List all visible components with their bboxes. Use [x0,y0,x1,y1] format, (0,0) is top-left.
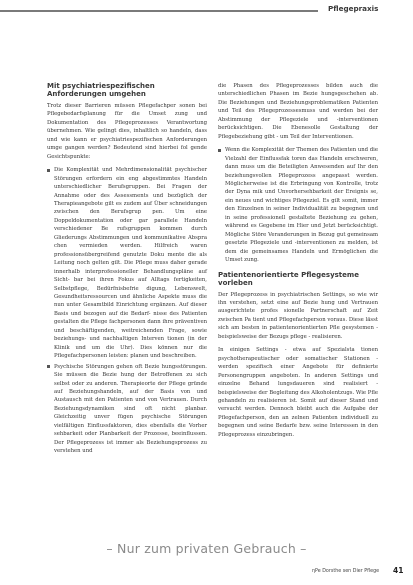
section-label: Pflegepraxis [328,4,379,13]
section-heading-psychiatric [47,82,207,98]
heading-line-2: vorleben [218,278,253,287]
body-paragraph: In einigen Settings - etwa auf Spezialsta tionen psychotherapeutischer oder somatischer Stationen - werden spezifisch einer Angebote für definierte Personengruppen angeboten. In anderen Settings und einzelne Behand lungsdaueren sind realisiert - beispielsweise der Begleitung des Alkoholentzugs. Wie Pfle gehandeln zu realisieren ist. Somit auf dieser Stand und versucht werden. Dennoch bleibt auch die Aufgabe der Pflegefachperson, den an zelnen Patienten individuell zu begegnen und seine Bedarfe bzw. seine Interessen in den Pflegeprozess einzubringen. [218,347,378,438]
heading-line-2: Anforderungen umgehen [47,90,146,98]
heading-line-1: Patientenorientierte Pflegesysteme [218,270,359,279]
section-heading-patient-oriented [218,271,378,287]
right-column [218,82,378,444]
bullet-item: Wenn die Komplexität der Themen des Patienten und die Vielzahl der Einflussfak toren das Handeln erschweren, dann muss um die Beteiligten Anwesenden auf Ihr den beziehungsvollen Pflegeprozess angepasst werden. Möglicherweise ist die Erbringung von Kontrolle, trotz der Dyna mik und Unvorhersehbarkeit der Ereignis se, ein neues und wichtiges Pflegeziel. Es gilt somit, immer den Einzelnen in seiner Individualität zu begegnen und in seine professionell gestaltete Beziehung zu gehen, während es Gegebene im Hier und Jetzt berücksichtigt. Mögliche Störe Veranderungen in Bezug gut gemeinsam gesetzte Pflegeziele und -interventionen zu melden, ist dem die gemeinsames Handeln und Ermöglichen die Umset zung. [218,146,378,264]
bullet-list-right [218,146,378,264]
heading-line-1: Mit psychiatriespezifischen [47,82,155,90]
page-number: 41 [393,566,404,575]
bullet-item: Psychische Störungen gehen oft Bezie hungsstörungen. Sie müssen die Bezie hung der Betroffenen zu sich selbst oder zu anderen. Therapieorte der Pflege gründe auf Beziehungshandeln, auf der Basis von und Austausch mit den Patienten und von Vertrauen. Durch Beziehungsdynamiken sind oft nicht planbar. Gleichzeitig unver fügen psychische Störungen vielfältigen Einflussfaktoren, dies ebenfalls die Vorher sehbarkeit oder Planbarkeit der Prozesse, beeinflussen. Der Pflegeprozess ist immer als Beziehungsprozess zu verstehen und [47,363,207,456]
intro-paragraph: Trotz dieser Barrieren müssen Pflegefachper sonen bei Pflegebedarfsplanung für die Umset zung und Dokumentation des Pflegeprozesses Verantwortung übernehmen. Wie gelingt dies, inhaltlich so handeln, dass und wie kann er psychiatriespezifischen Anforderungen umge gangen werden? Bedeutend sind hierbei fol gende Gesichtspunkte: [47,103,207,160]
bullet-list-left [47,166,207,455]
left-column [47,82,207,458]
body-paragraph: Der Pflegeprozess in psychiatrischen Settings, so wie wir ihn verstehen, setzt eine auf Bezie hung und Vertrauen ausgerichtete profes sionelle Partnerschaft auf Zeit zwischen Pa tient und Pflegefachperson voraus. Diese lässt sich am besten in patientenorientierten Pfle gesystemen - beispielsweise der Bezugs pflege - realisieren. [218,291,378,340]
private-use-watermark: – Nur zum privaten Gebrauch – [106,541,307,556]
header-rule [0,10,318,12]
bullet-item: Die Komplexität und Mehrdimensionalität psychischer Störungen erfordern ein eng abgestimmtes Handeln unterschiedlicher Berufsgruppen. Bei Fragen der Annahme oder des Assessments und bezüglich der Therapieangebote gilt es zudem auf Über schneidungen zwischen den Berufsgrup pen. Um eine Doppeldokumentation oder gar parallele Handeln verschiedener Be rufsgruppen kommen durch Gliederungs Abstimmungen und kommunikative Abspra chen vermieden werden. Hilfreich waren professionsübergreifend genutzte Doku mente die als Leitung noch gelten gilt. Die Pflege muss daher gerade innerhalb interprofessioneller Behandlungspläne auf Sicht- bar bei ihren Fokus auf Alltags fertigkeiten, Selbstpflege, Bedürfnisbefrie digung, Lebenswelt, Gesundheitsressourcen und ähnliche Aspekte muss die nun unter Gesamtbild Einrichtung ergänzen. Auf dieser Basis und bezogen auf die Bedarf- nisse des Patienten gestalten die Pflege fachpersonen dann ihre präventiven und beschäftigenden, weitreichenden Frage, sowie beziehungs- und nachhaltigen Interven tionen (in der Klinik und um die Uhr). Dies können nur die Pflegefachpersonen leisten: planen und beschreiben. [47,166,207,360]
footer-source: ηPe Dorsthe sen Dier Pflege [312,569,380,574]
continuation-paragraph: die Phasen des Pflegeprozesses bilden auch die unterschiedlichen Phasen im Bezie hungsgeschehen ab. Die Beziehungen und Beziehungsproblematiken Patienten und Teil des Pflegeprozessesmuss und werden bei der Abstimmung der Pflegeziele und -interventionen berücksichtigen. Die Ebenesolle Gestaltung der Pflegebeziehung gibt - um Teil der Interventionen. [218,83,378,140]
